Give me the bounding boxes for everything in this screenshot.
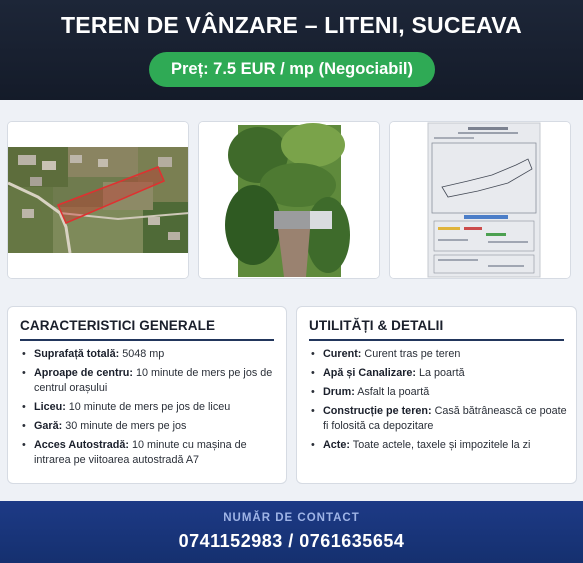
general-characteristics-card [7,306,287,484]
list-item [309,385,568,400]
list-item [309,347,568,362]
contact-phone-numbers[interactable]: 0741152983 / 0761635654 [178,531,405,551]
list-item [20,366,278,396]
list-item [309,438,568,453]
item-label: Acte: [323,439,350,451]
item-label: Acces Autostradă: [34,439,129,451]
general-characteristics-list [20,347,278,472]
item-value: La poartă [416,367,465,379]
contact-label: NUMĂR DE CONTACT [223,512,360,524]
item-value: Toate actele, taxele și impozitele la zi [350,439,531,451]
item-value: 5048 mp [119,348,165,360]
cadastral-plan-document-image [390,122,571,279]
page-title: TEREN DE VÂNZARE – LITENI, SUCEAVA [61,12,522,38]
section-divider [20,339,274,341]
item-label: Liceu: [34,401,66,413]
item-value: Asfalt la poartă [354,386,430,398]
general-characteristics-title: CARACTERISTICI GENERALE [20,318,216,333]
item-label: Drum: [323,386,355,398]
list-item [309,366,568,381]
item-value: 30 minute de mers pe jos [62,420,187,432]
utilities-details-title: UTILITĂȚI & DETALII [309,318,444,333]
item-label: Suprafață totală: [34,348,120,360]
item-label: Curent: [323,348,362,360]
aerial-photo-image [199,122,380,279]
item-value: 10 minute de mers pe jos de liceu [65,401,231,413]
aerial-map-image [8,122,189,279]
item-label: Apă și Canalizare: [323,367,417,379]
list-item [20,438,278,468]
item-value: 10 minute cu mașina de intrarea pe viitoarea autostradă A7 [34,439,247,466]
price-badge: Preț: 7.5 EUR / mp (Negociabil) [149,52,435,87]
header-banner [0,0,583,100]
section-divider [309,339,564,341]
item-label: Construcție pe teren: [323,405,432,417]
utilities-details-card [296,306,577,484]
list-item [20,347,278,362]
contact-footer [0,501,583,563]
item-label: Gară: [34,420,63,432]
list-item [20,400,278,415]
list-item [20,419,278,434]
utilities-details-list [309,347,568,457]
photo-cadastral-plan[interactable] [389,121,571,279]
item-label: Aproape de centru: [34,367,133,379]
list-item [309,404,568,434]
photo-aerial-drone[interactable] [198,121,380,279]
item-value: 10 minute de mers pe jos de centrul orașului [34,367,273,394]
item-value: Casă bătrânească ce poate fi folosită ca depozitare [323,405,567,432]
item-value: Curent tras pe teren [361,348,461,360]
photo-aerial-map[interactable] [7,121,189,279]
